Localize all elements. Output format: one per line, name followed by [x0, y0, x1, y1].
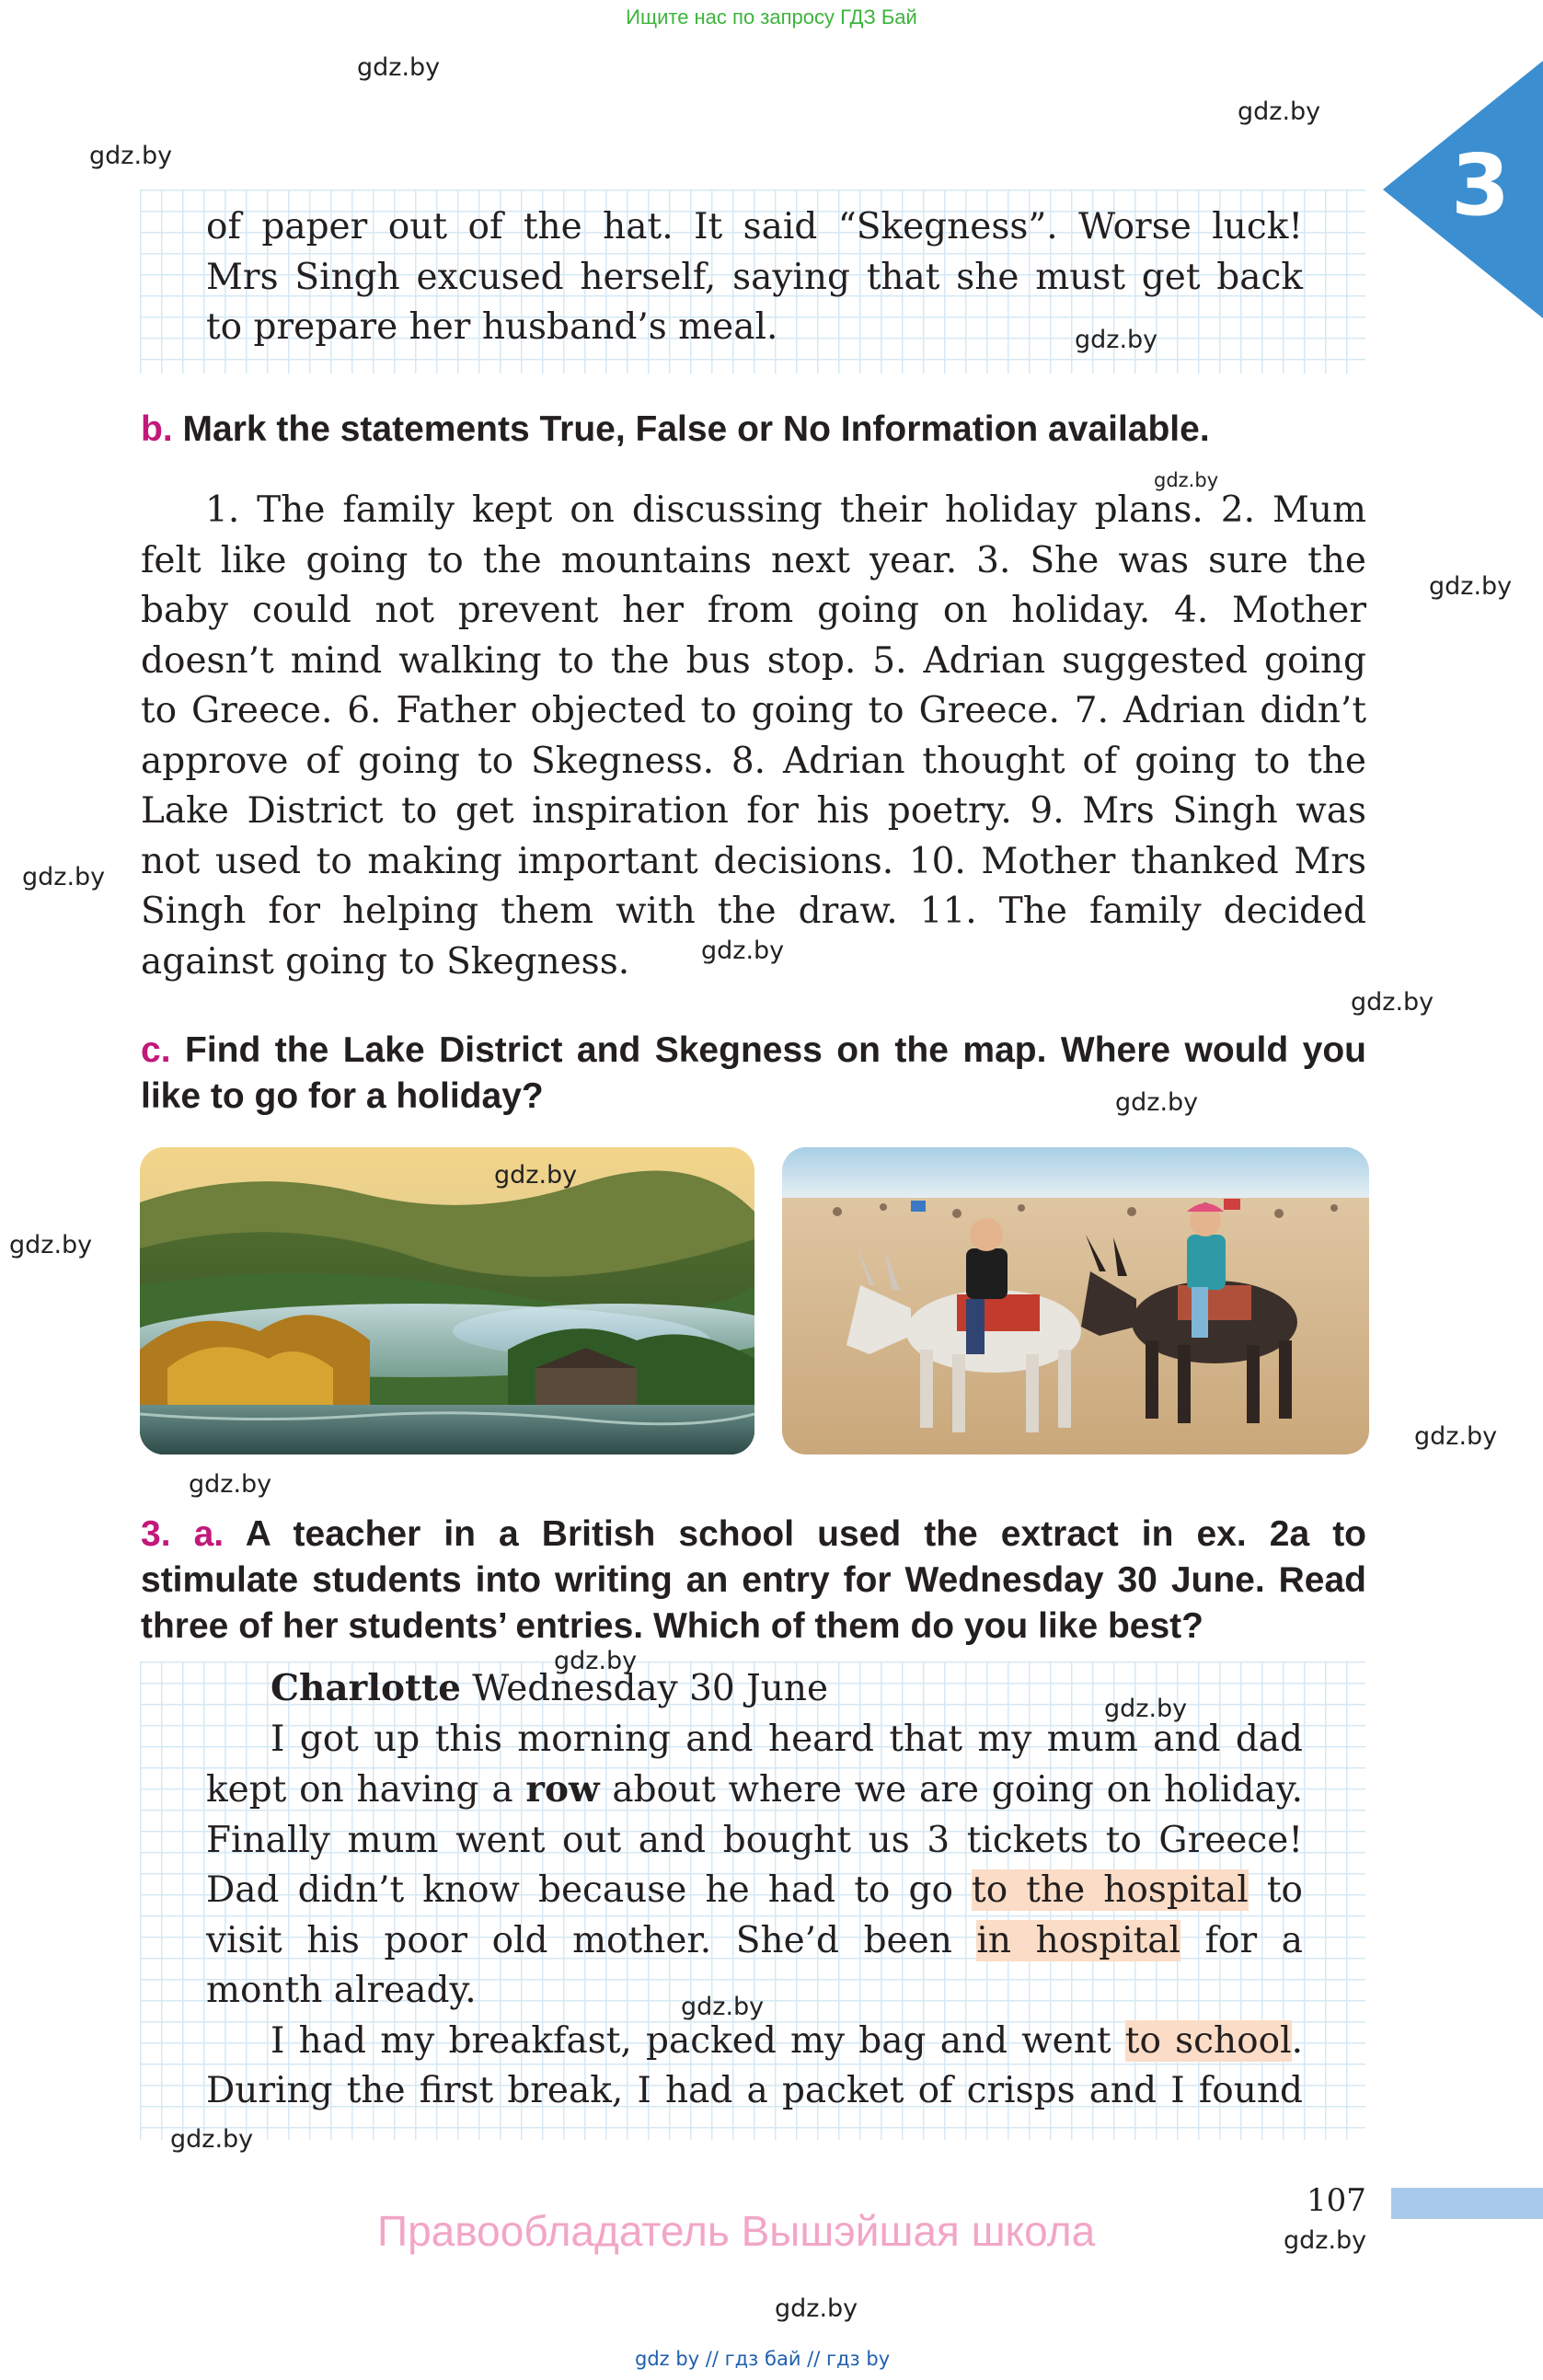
watermark: gdz.by [775, 2294, 858, 2323]
watermark: gdz.by [1429, 572, 1513, 601]
statement-line: approve of going to Skegness. 8. Adrian thought of going to the [141, 740, 1366, 782]
entry-line: Dad didn’t know because he had to go to the hospital to [206, 1869, 1303, 1911]
chapter-number: 3 [1450, 136, 1510, 235]
top-banner[interactable]: Ищите нас по запросу ГДЗ Бай [626, 6, 917, 29]
task-c-label: c. [141, 1030, 171, 1070]
task-3a-line-3: three of her students’ entries. Which of them do you like best? [141, 1606, 1203, 1646]
task-3a-line-2: stimulate students into writing an entry for Wednesday 30 June. Read [141, 1560, 1366, 1600]
task-b [141, 407, 1374, 453]
page-number-bar [1391, 2188, 1543, 2219]
chapter-tab [1383, 61, 1543, 318]
watermark: gdz.by [22, 863, 106, 891]
extract-line: Mrs Singh excused herself, saying that she must get back [206, 256, 1303, 298]
lake-district-photo [140, 1147, 754, 1454]
statement-line: felt like going to the mountains next year. 3. She was sure the [141, 539, 1366, 581]
watermark: gdz.by [89, 142, 173, 170]
task-3a-label: 3. a. [141, 1514, 225, 1554]
task-3a [141, 1512, 1366, 1650]
watermark: gdz.by [1115, 1088, 1199, 1117]
statement-line: Lake District to get inspiration for his poetry. 9. Mrs Singh was [141, 790, 1366, 832]
entry-line: visit his poor old mother. She’d been in hospital for a [206, 1919, 1303, 1961]
diary-entry-box [140, 1661, 1365, 2140]
highlight-to-the-hospital: to the hospital [972, 1869, 1249, 1911]
watermark: gdz.by [1104, 1695, 1188, 1723]
entry-line: I had my breakfast, packed my bag and went to school. [271, 2019, 1303, 2062]
bottom-links[interactable]: gdz by // гдз бай // гдз by [635, 2348, 891, 2370]
entry-line: Finally mum went out and bought us 3 tickets to Greece! [206, 1819, 1303, 1861]
statement-line: against going to Skegness. [141, 940, 630, 983]
task-c-line-2: like to go for a holiday? [141, 1076, 544, 1116]
highlight-to-school: to school [1124, 2019, 1292, 2062]
extract-line: to prepare her husband’s meal. [206, 306, 778, 348]
watermark: gdz.by [9, 1231, 93, 1259]
task-c-line: Find the Lake District and Skegness on the map. Where would you [185, 1030, 1366, 1070]
task-b-text: Mark the statements True, False or No Information available. [182, 409, 1210, 449]
extract-box [140, 190, 1365, 374]
entry-author: Charlotte [271, 1667, 461, 1709]
entry-line: During the first break, I had a packet of crisps and I found [206, 2070, 1303, 2111]
statement-line: doesn’t mind walking to the bus stop. 5. Adrian suggested going [141, 639, 1366, 682]
statement-line: Singh for helping them with the draw. 11. The family decided [141, 891, 1366, 932]
watermark: gdz.by [1154, 469, 1219, 491]
watermark: gdz.by [554, 1647, 638, 1675]
highlight-in-hospital: in hospital [976, 1919, 1181, 1961]
skegness-beach-photo [782, 1147, 1369, 1454]
watermark: gdz.by [1284, 2226, 1367, 2255]
watermark: gdz.by [1351, 988, 1434, 1017]
watermark: gdz.by [189, 1470, 272, 1499]
entry-line: I got up this morning and heard that my mum and dad [271, 1718, 1303, 1760]
watermark: gdz.by [357, 53, 441, 82]
page-number: 107 [1307, 2182, 1366, 2219]
statement-line: baby could not prevent her from going on holiday. 4. Mother [141, 590, 1366, 631]
statements [141, 486, 1366, 987]
statement-line: to Greece. 6. Father objected to going to Greece. 7. Adrian didn’t [141, 690, 1366, 731]
entry-line: kept on having a row about where we are going on holiday. [206, 1768, 1304, 1811]
vocab-row: row [525, 1768, 600, 1811]
statement-line: 1. The family kept on discussing their holiday plans. 2. Mum [205, 489, 1366, 531]
task-b-label: b. [141, 409, 173, 449]
diary-entry-text [206, 1663, 1303, 2117]
watermark: gdz.by [494, 1161, 578, 1190]
statement-line: not used to making important decisions. 10. Mother thanked Mrs [141, 840, 1366, 882]
entry-date: Wednesday 30 June [472, 1668, 829, 1709]
watermark: gdz.by [1238, 98, 1321, 126]
watermark: gdz.by [1414, 1422, 1498, 1451]
watermark: gdz.by [1075, 326, 1158, 354]
watermark: gdz.by [170, 2125, 254, 2154]
extract-line: of paper out of the hat. It said “Skegness”. Worse luck! [206, 206, 1303, 247]
task-3a-line: A teacher in a British school used the extract in ex. 2a to [245, 1514, 1367, 1554]
entry-line: month already. [206, 1970, 477, 2011]
copyright-holder: Правообладатель Вышэйшая школа [377, 2207, 1096, 2255]
watermark: gdz.by [681, 1993, 765, 2021]
watermark: gdz.by [701, 937, 785, 965]
